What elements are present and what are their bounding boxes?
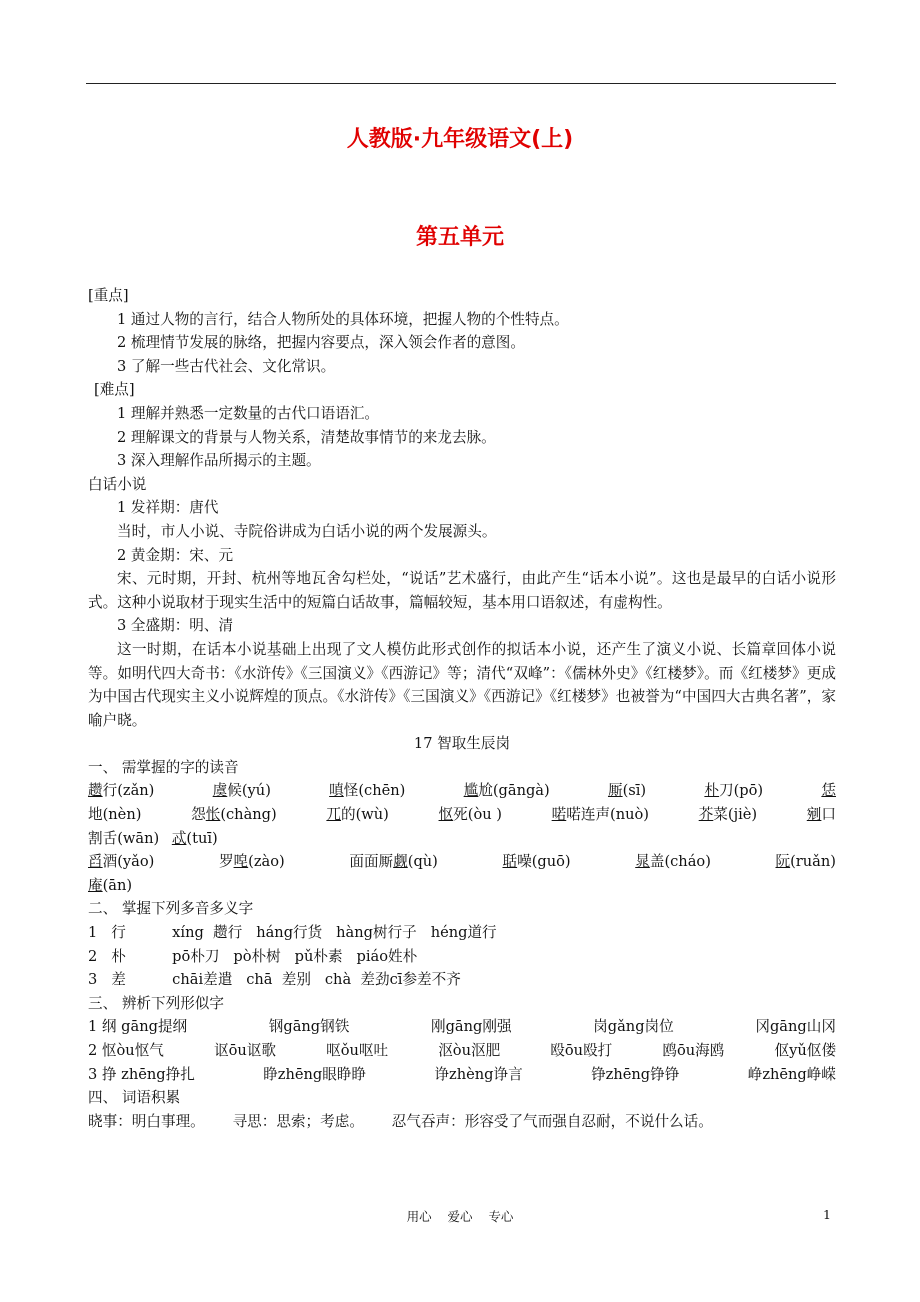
pronunciation-row [88,850,836,874]
similar-char-row [88,1015,836,1039]
novel-stage-title: 1 发祥期：唐代 [117,499,219,517]
pronunciation-item: 兀的(wù) [326,806,389,824]
key-point: 2 梳理情节发展的脉络，把握内容要点，深入领会作者的意图。 [117,334,525,352]
key-points-heading: [重点] [88,287,129,304]
pronunciation-item: 地(nèn) [88,806,142,824]
novel-stage-text: 这一时期，在话本小说基础上出现了文人模仿此形式创作的拟话本小说，还产生了演义小说、长篇章回体小说等。如明代四大奇书：《水浒传》《三国演义》《西游记》等；清代“双峰”：《儒林外史》《红楼梦》。而《红楼梦》更成为中国古代现实主义小说辉煌的顶点。《水浒传》《三国演义》《西游记》《红楼梦》也被誉为“中国四大古典名著”，家喻户晓。 [88,640,836,729]
pronunciation-item: 晁盖(cháo) [635,853,711,871]
pronunciation-item: 虞候(yú) [212,782,271,800]
polyphone-line: 2 朴 pō朴刀 pò朴树 pǔ朴素 piáo姓朴 [88,947,418,965]
difficult-point: 1 理解并熟悉一定数量的古代口语语汇。 [117,404,380,422]
similar-char-item: 睁zhēng眼睁睁 [263,1065,367,1083]
novel-stage-title: 3 全盛期：明、清 [117,617,234,635]
pronunciation-item: 忒(tuī) [171,829,218,847]
novel-stage-text: 当时，市人小说、寺院俗讲成为白话小说的两个发展源头。 [117,522,497,540]
pronunciation-row [88,779,836,803]
pronunciation-item: 舀酒(yǎo) [88,853,155,871]
similar-char-item: 呕ǒu呕吐 [326,1042,389,1059]
similar-char-item: 岗gǎng岗位 [593,1018,674,1036]
similar-char-item: 诤zhèng诤言 [434,1065,523,1083]
pronunciation-item: 怄死(òu ) [438,806,502,824]
pronunciation-item: 阮(ruǎn) [775,853,836,871]
novel-stage-title: 2 黄金期：宋、元 [117,546,234,564]
pronunciation-item: 嗔怪(chēn) [329,782,406,800]
difficult-point: 2 理解课文的背景与人物关系，清楚故事情节的来龙去脉。 [117,428,496,446]
document-title: 人教版·九年级语文(上) [346,127,574,152]
pronunciation-row [88,874,836,898]
page-number: 1 [823,1207,831,1222]
similar-char-item: 鸥ōu海鸥 [662,1042,725,1059]
similar-char-row [88,1039,836,1063]
similar-char-row [88,1063,836,1087]
section-heading: 四、 词语积累 [88,1089,181,1107]
similar-char-item: 铮zhēng铮铮 [591,1065,680,1083]
pronunciation-item: 恁 [821,782,836,800]
pronunciation-item: 怨怅(chàng) [191,806,277,824]
similar-char-item: 伛yǔ伛偻 [774,1042,836,1059]
section-heading: 二、 掌握下列多音多义字 [88,900,254,918]
pronunciation-row [88,827,836,851]
similar-char-item: 峥zhēng峥嵘 [747,1065,836,1083]
vocabulary-line: 晓事：明白事理。 寻思：思索；考虑。 忍气吞声：形容受了气而强自忍耐，不说什么话。 [88,1112,713,1130]
key-point: 1 通过人物的言行，结合人物所处的具体环境，把握人物的个性特点。 [117,310,569,328]
pronunciation-item: 庵(ān) [88,876,133,894]
unit-title: 第五单元 [415,225,504,250]
pronunciation-item: 罗唣(zào) [218,853,285,871]
section-heading: 一、 需掌握的字的读音 [88,758,239,776]
footer-motto: 用心 爱心 专心 [406,1209,514,1224]
pronunciation-item: 尴尬(gāngà) [463,782,550,800]
similar-char-item: 钢gāng钢铁 [268,1018,350,1036]
pronunciation-item: 面面厮觑(qù) [349,853,438,871]
similar-char-item: 1 纲 gāng提纲 [88,1018,188,1036]
similar-char-item: 冈gāng山冈 [755,1018,836,1036]
polyphone-line: 3 差 chāi差遣 chā 差别 chà 差劲cī参差不齐 [88,971,461,989]
key-point: 3 了解一些古代社会、文化常识。 [117,357,336,375]
difficult-points-heading: [难点] [94,381,135,399]
similar-char-item: 殴ōu殴打 [550,1042,613,1059]
similar-char-item: 3 挣 zhēng挣扎 [88,1065,195,1083]
novel-stage-text: 宋、元时期，开封、杭州等地瓦舍勾栏处，“说话”艺术盛行，由此产生“话本小说”。这也是最早的白话小说形式。这种小说取材于现实生活中的短篇白话故事，篇幅较短，基本用口语叙述，有虚构性。 [88,570,836,611]
polyphone-line: 1 行 xíng 趱行 háng行货 hàng树行子 héng道行 [88,924,497,942]
similar-char-item: 2 怄òu怄气 [88,1042,164,1059]
novel-heading: 白话小说 [88,475,147,493]
pronunciation-item: 芥菜(jiè) [698,806,758,824]
difficult-point: 3 深入理解作品所揭示的主题。 [117,452,321,470]
similar-char-item: 讴ōu讴歌 [214,1042,276,1059]
pronunciation-item: 喏喏连声(nuò) [551,806,650,824]
pronunciation-row [88,803,836,827]
pronunciation-item: 趱行(zǎn) [88,782,155,800]
pronunciation-item: 剜口 [806,806,836,824]
similar-char-item: 沤òu沤肥 [438,1042,501,1059]
document-body [88,284,836,1133]
lesson-title: 17 智取生辰岗 [413,735,511,753]
pronunciation-item: 割舌(wān) [88,829,160,847]
pronunciation-item: 朴刀(pō) [704,782,764,800]
pronunciation-item: 厮(sī) [607,782,647,800]
pronunciation-item: 聒噪(guō) [502,853,571,871]
header-rule [86,83,836,84]
similar-char-item: 刚gāng刚强 [430,1018,512,1036]
section-heading: 三、 辨析下列形似字 [88,994,224,1012]
